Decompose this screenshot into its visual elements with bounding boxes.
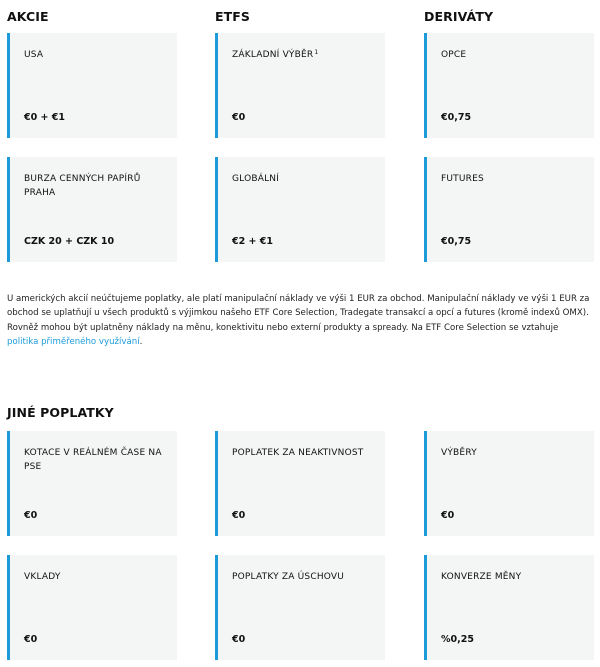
card-price: €0 <box>232 634 246 645</box>
heading-etfs: ETFS <box>215 9 251 24</box>
card-label: OPCE <box>441 50 467 60</box>
card-label: USA <box>24 50 44 60</box>
card-price: CZK 20 + CZK 10 <box>24 236 115 247</box>
fee-card-konverze-meny <box>424 555 594 660</box>
card-label: GLOBÁLNÍ <box>232 174 280 184</box>
card-price: €0,75 <box>441 112 472 123</box>
card-price: %0,25 <box>441 634 474 645</box>
fee-card-globalni <box>215 157 385 262</box>
card-price: €0 + €1 <box>24 112 66 123</box>
card-label: FUTURES <box>441 174 484 184</box>
card-label: POPLATEK ZA NEAKTIVNOST <box>232 448 364 458</box>
fee-card-opce <box>424 33 594 138</box>
fee-card-futures <box>424 157 594 262</box>
fee-note-paragraph: U amerických akcií neúčtujeme poplatky, ale platí manipulační náklady ve výši 1 EUR za obchod. Manipulační náklady ve výši 1 EUR za obchod se uplatňují u všech produktů s výjimkou našeho ETF Core Selection, Tradegate transakcí a opcí a futures (kromě indexů OMX). Rovněž mohou být uplatněny náklady na měnu, konektivitu nebo externí produkty a spready. Na ETF Core Selection se vztahuje politika přiměřeného využívání. <box>7 294 590 347</box>
fee-card-usa <box>7 33 177 138</box>
fee-card-vklady <box>7 555 177 660</box>
card-label: ZÁKLADNÍ VÝBĚR$^1$ <box>232 49 319 60</box>
card-label: VÝBĚRY <box>441 448 477 458</box>
card-label: VKLADY <box>24 572 61 582</box>
card-label: POPLATKY ZA ÚSCHOVU <box>232 572 345 582</box>
card-price: €2 + €1 <box>232 236 274 247</box>
card-price: €0 <box>24 510 38 521</box>
card-label: KOTACE V REÁLNÉM ČASE NA PSE <box>24 448 162 472</box>
card-price: €0 <box>441 510 455 521</box>
fee-card-burza-praha <box>7 157 177 262</box>
fair-use-policy-link[interactable]: politika přiměřeného využívání <box>7 336 140 347</box>
card-label: KONVERZE MĚNY <box>441 572 522 582</box>
heading-akcie: AKCIE <box>7 9 49 24</box>
heading-jine-poplatky: JINÉ POPLATKY <box>7 405 114 420</box>
fee-card-vybery <box>424 431 594 536</box>
card-label: BURZA CENNÝCH PAPÍRŮ PRAHA <box>24 174 141 198</box>
card-price: €0 <box>24 634 38 645</box>
fee-card-zakladni-vyber <box>215 33 385 138</box>
footnote-marker[interactable]: 1 <box>314 49 319 56</box>
fee-card-neaktivnost <box>215 431 385 536</box>
fee-card-kotace-pse <box>7 431 177 536</box>
card-price: €0 <box>232 112 246 123</box>
card-price: €0,75 <box>441 236 472 247</box>
fee-card-uschova <box>215 555 385 660</box>
heading-derivaty: DERIVÁTY <box>424 9 494 24</box>
card-price: €0 <box>232 510 246 521</box>
